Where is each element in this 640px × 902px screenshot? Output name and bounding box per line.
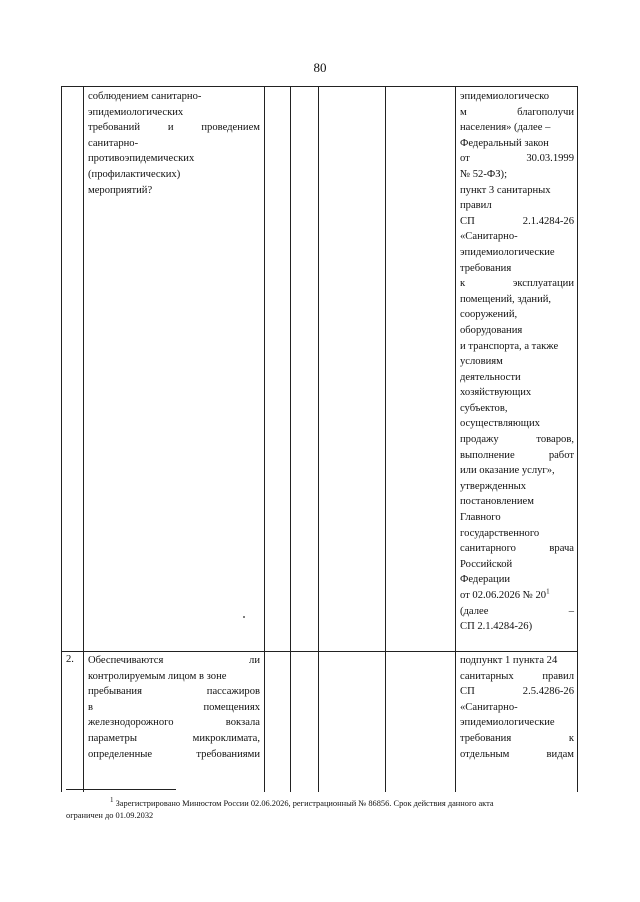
word: к (460, 278, 466, 290)
word: Обеспечиваются (88, 655, 164, 666)
word: и (167, 122, 174, 134)
page-number: 80 (313, 60, 327, 75)
word: проведением (201, 122, 260, 134)
word: в (88, 701, 94, 713)
text-line: контролируемым лицом в зоне (88, 670, 227, 682)
text-line: противоэпидемических (88, 153, 195, 165)
footnote-reference: 1 (546, 587, 550, 596)
word: железнодорожного (88, 717, 174, 729)
word: продажу (460, 434, 499, 446)
row2-number: 2. (66, 654, 74, 665)
word: выполнение (460, 449, 515, 461)
text-line: (профилактических) (88, 168, 181, 180)
column-divider (83, 86, 84, 792)
text-line (88, 120, 260, 136)
word: работ (548, 449, 574, 461)
word: отдельным (460, 748, 510, 760)
word: ли (249, 655, 260, 666)
row1-requirement-cell (460, 89, 574, 635)
word: 30.03.1999 (526, 153, 574, 165)
text-line (88, 684, 260, 700)
word: СП (460, 215, 475, 227)
text-line (460, 151, 574, 167)
text-line: соблюдением санитарно- (88, 91, 202, 102)
text-line: деятельности (460, 371, 521, 383)
word: м (460, 106, 467, 118)
column-divider (318, 86, 319, 792)
text-line: субъектов, (460, 402, 508, 414)
text-line (88, 747, 260, 763)
row2-requirement-cell (460, 653, 574, 762)
word: пассажиров (206, 686, 260, 698)
text-line: утвержденных (460, 480, 527, 492)
text-line (88, 715, 260, 731)
text-line (460, 604, 574, 620)
text-line: «Санитарно- (460, 231, 518, 243)
text-line: и транспорта, а также (460, 340, 559, 352)
text-line (88, 731, 260, 747)
word: вокзала (225, 717, 260, 729)
word: определенные (88, 748, 153, 760)
word: пребывания (88, 686, 142, 698)
word: санитарных (460, 670, 514, 682)
text-line: правил (460, 200, 492, 212)
text-line (460, 541, 574, 557)
word: – (568, 605, 574, 617)
text-line: подпункт 1 пункта 24 (460, 655, 558, 666)
text-line: государственного (460, 527, 540, 539)
text-line (88, 700, 260, 716)
text-line: «Санитарно- (460, 701, 518, 713)
text-line: эпидемиологических (88, 106, 184, 118)
text-line: СП 2.1.4284-26) (460, 621, 533, 633)
text-line: Российской (460, 558, 513, 570)
column-divider (455, 86, 456, 792)
text-line: № 52-ФЗ); (460, 168, 508, 180)
table-border-top (61, 86, 578, 87)
word: видам (546, 748, 574, 760)
word: врача (549, 543, 574, 555)
text-line: эпидемиологическо (460, 91, 550, 102)
text-line: постановлением (460, 496, 534, 508)
word: требованиями (196, 748, 260, 760)
text-line (460, 588, 574, 604)
text-line (88, 653, 260, 669)
text-line (460, 105, 574, 121)
word: 2.5.4286-26 (522, 686, 574, 698)
text-line: оборудования (460, 324, 523, 336)
text-line: санитарно- (88, 137, 139, 149)
text-line: населения» (далее – (460, 122, 551, 134)
word: (далее (460, 605, 489, 617)
text-line (460, 731, 574, 747)
row-divider (61, 651, 578, 652)
row1-question-cell (88, 89, 260, 198)
text-line: осуществляющих (460, 418, 540, 430)
footnote-mark: 1 (110, 796, 114, 805)
text-line: требования (460, 262, 512, 274)
text-line: Федеральный закон (460, 137, 549, 149)
text: Зарегистрировано Минюстом России 02.06.2026, регистрационный № 86856. Срок действия данного акта (115, 799, 494, 808)
text-line: пункт 3 санитарных (460, 184, 551, 196)
word: санитарного (460, 543, 516, 555)
word: от (460, 153, 470, 165)
text-line: эпидемиологические (460, 246, 555, 258)
footnote (66, 798, 566, 822)
scan-speck (243, 616, 245, 618)
word: СП (460, 686, 475, 698)
word: параметры (88, 732, 137, 744)
column-divider (264, 86, 265, 792)
word: к (568, 732, 574, 744)
word: правил (542, 670, 574, 682)
row2-question-cell (88, 653, 260, 762)
text-line: помещений, зданий, (460, 293, 552, 305)
text-line: хозяйствующих (460, 387, 532, 399)
text-line (460, 669, 574, 685)
text-line: Главного (460, 512, 501, 524)
text-line: сооружений, (460, 309, 518, 321)
text-line (460, 684, 574, 700)
table-border-left (61, 86, 62, 792)
text-line (460, 747, 574, 763)
word: помещениях (203, 701, 260, 713)
text-line: или оказание услуг», (460, 465, 555, 477)
word: требований (88, 122, 141, 134)
text: от 02.06.2026 № 20 (460, 590, 547, 601)
text-line: эпидемиологические (460, 717, 555, 729)
word: эксплуатации (512, 278, 574, 290)
text-line (460, 214, 574, 230)
word: требования (460, 732, 512, 744)
word: товаров, (536, 434, 574, 446)
text-line: ограничен до 01.09.2032 (66, 811, 154, 820)
text-line (66, 798, 566, 810)
word: микроклимата, (192, 732, 260, 744)
text-line (460, 276, 574, 292)
text-line (460, 448, 574, 464)
text-line (460, 432, 574, 448)
text-line: мероприятий? (88, 184, 153, 196)
word: благополучи (517, 106, 574, 118)
word: 2.1.4284-26 (522, 215, 574, 227)
text-line: Федерации (460, 574, 511, 586)
column-divider (385, 86, 386, 792)
table-border-right (577, 86, 578, 792)
footnote-separator (66, 789, 176, 790)
text-line: условиям (460, 356, 503, 368)
column-divider (290, 86, 291, 792)
